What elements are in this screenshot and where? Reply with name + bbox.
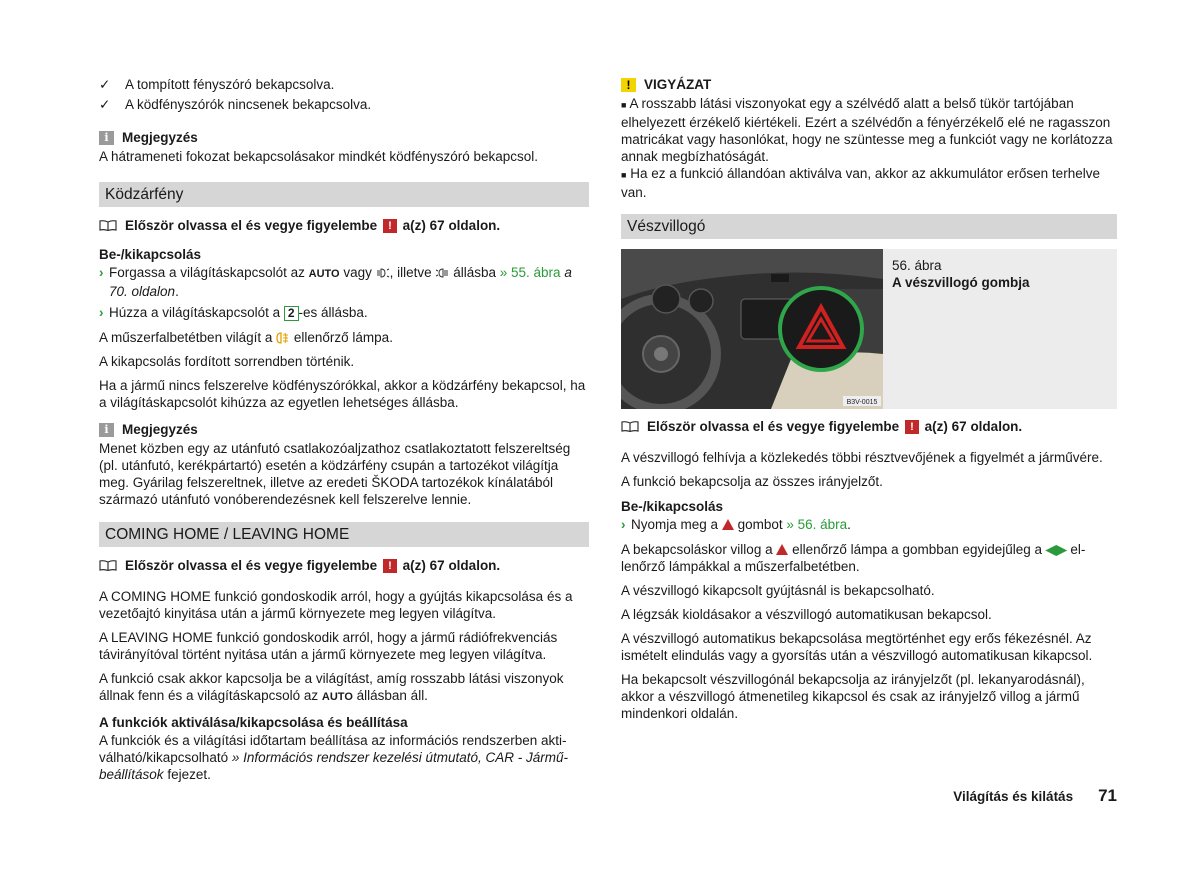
figure <box>621 249 1117 409</box>
paragraph: A légzsák kioldásakor a vészvillogó automatikusan bekapcsol. <box>621 607 992 622</box>
paragraph <box>99 329 589 346</box>
paragraph-text: ellenőrző lámpa. <box>293 330 393 345</box>
figure-image <box>621 249 883 409</box>
paragraph-text: A funkciók és a világítási időtartam beállítása az információs rendszerben aktiválható/kikapcsolható <box>99 733 567 765</box>
page-footer <box>953 787 1117 805</box>
position-number-box: 2 <box>284 306 299 321</box>
figure-code: B3V-0015 <box>846 399 878 406</box>
read-first-text: Először olvassa el és vegye figyelembe <box>647 419 900 434</box>
step-text: a <box>564 265 572 280</box>
paragraph: A funkció bekapcsolja az összes irányjelzőt. <box>621 474 883 489</box>
step-text: Forgassa a világításkapcsolót az <box>109 265 305 280</box>
note-heading <box>99 129 589 146</box>
warning-title: VIGYÁZAT <box>644 77 712 92</box>
paragraph: A LEAVING HOME funkció gondoskodik arról, hogy a jármű rádiófrekvenciás távirányítóval történt nyitása után a jármű környezete meg legyen világítva. <box>99 630 558 662</box>
instruction-step: › Forgassa a világításkapcsolót az AUTO vagy , illetve állásba » 55. ábra a 70. oldalon. <box>99 265 572 299</box>
check-item <box>99 76 589 93</box>
bullet-icon: ■ <box>621 170 627 180</box>
hazard-triangle-icon <box>776 544 788 555</box>
step-arrow-icon: › <box>99 305 104 320</box>
auto-symbol: AUTO <box>321 691 353 703</box>
warning-icon: ! <box>383 219 397 233</box>
paragraph-text: ellenőrző lámpa a gombban egyidejűleg a <box>792 542 1043 557</box>
paragraph-text: A műszerfalbetétben világít a <box>99 330 273 345</box>
step-text: Húzza a világításkapcsolót a <box>109 305 281 320</box>
warning-text: A rosszabb látási viszonyokat egy a szélvédő alatt a belső tükör tartójában elhelyezett érzékelő kiértékeli. Ezért a szélvédőn a fényérzékelő elé ne ragasszon matricákat vagy hasonlókat, hogy ne szüntesse meg a funkciót vagy ne korlátozza annak megbízhatóságát. <box>621 96 1113 164</box>
hazard-triangle-icon <box>722 519 734 530</box>
page-number: 71 <box>1098 786 1117 805</box>
checkmark-icon: ✓ <box>99 77 111 92</box>
page-ref: 70. oldalon <box>109 284 176 299</box>
auto-symbol: AUTO <box>308 268 340 280</box>
step-text: Nyomja meg a <box>631 517 719 532</box>
read-first-text: Először olvassa el és vegye figyelembe <box>125 558 378 573</box>
figure-title: A vészvillogó gombja <box>892 275 1030 290</box>
book-icon <box>99 220 117 231</box>
read-first-page-ref[interactable]: a(z) 67 oldalon. <box>924 419 1023 434</box>
warning-heading <box>621 76 1117 93</box>
instruction-step <box>99 304 589 321</box>
step-text: -es állásba. <box>298 305 368 320</box>
subheading: Be-/kikapcsolás <box>621 499 724 514</box>
cross-reference-link[interactable]: » Információs rendszer kezelési útmutató, CAR - Járműbeállítások <box>99 750 568 782</box>
check-text: A ködfényszórók nincsenek bekapcsolva. <box>125 97 372 112</box>
fog-light-icon <box>435 268 449 278</box>
paragraph-text: A bekapcsoláskor villog a <box>621 542 773 557</box>
section-heading: COMING HOME / LEAVING HOME <box>99 522 589 547</box>
read-first-page-ref[interactable]: a(z) 67 oldalon. <box>402 558 501 573</box>
paragraph <box>99 732 589 783</box>
read-first-line <box>99 557 589 574</box>
note-title: Megjegyzés <box>122 422 198 437</box>
read-first-line <box>621 418 1117 435</box>
step-text: vagy <box>343 265 372 280</box>
warning-text: Ha ez a funkció állandóan aktiválva van, akkor az akkumulátor erősen terhelve van. <box>621 166 1100 200</box>
book-icon <box>99 560 117 571</box>
paragraph <box>99 670 589 706</box>
step-arrow-icon: › <box>621 517 626 532</box>
turn-signal-arrows-icon: ◀▶ <box>1045 542 1067 557</box>
read-first-line <box>99 217 589 234</box>
step-arrow-icon: › <box>99 265 104 280</box>
paragraph-text: állásban áll. <box>356 688 428 703</box>
bullet-icon: ■ <box>621 100 627 110</box>
paragraph: A vészvillogó automatikus bekapcsolása megtörténhet egy erős fékezésnél. Az ismételt elindulás vagy a gyorsítás után a vészvillogó automatikusan kikapcsol. <box>621 631 1093 663</box>
step-text: gombot <box>737 517 783 532</box>
warning-icon: ! <box>383 559 397 573</box>
figure-number: 56. ábra <box>892 258 942 273</box>
paragraph: A kikapcsolás fordított sorrendben történik. <box>99 354 355 369</box>
footer-section-title: Világítás és kilátás <box>953 789 1074 804</box>
paragraph-text: fejezet. <box>167 767 211 782</box>
paragraph-text: ellenőrző lámpákkal a műszerfalbetétben. <box>621 542 1086 574</box>
paragraph: A vészvillogó kikapcsolt gyújtásnál is bekapcsolható. <box>621 583 935 598</box>
step-text: állásba <box>453 265 496 280</box>
parking-light-icon <box>376 268 390 278</box>
read-first-page-ref[interactable]: a(z) 67 oldalon. <box>402 218 501 233</box>
note-text: A hátrameneti fokozat bekapcsolásakor mindkét ködfényszóró bekapcsol. <box>99 149 538 164</box>
note-title: Megjegyzés <box>122 130 198 145</box>
figure-ref-link[interactable]: » 56. ábra <box>786 517 848 532</box>
section-heading: Vészvillogó <box>621 214 1117 239</box>
step-text: , illetve <box>389 265 432 280</box>
read-first-text: Először olvassa el és vegye figyelembe <box>125 218 378 233</box>
checkmark-icon: ✓ <box>99 97 111 112</box>
paragraph: Ha bekapcsolt vészvillogónál bekapcsolja az irányjelzőt (pl. lekanyarodásnál), akkor a vészvillogó átmenetileg kikapcsol és csak az irányjelző villog a jármű mindenkori oldalán. <box>621 672 1085 721</box>
warning-bullet <box>621 95 1117 165</box>
note-text: Menet közben egy az utánfutó csatlakozóaljzathoz csatlakoztatott felszereltség (pl. utánfutó, kerékpártartó) esetén a ködzárfény csupán a tartozékot világítja meg. Gyárilag felszereltnek, illetve az eredeti ŠKODA tartozékok kínálatából származó utánfutó vonóberendezésnek kell felszerelve lennie. <box>99 441 571 507</box>
section-heading: Ködzárfény <box>99 182 589 207</box>
figure-ref-link[interactable]: » 55. ábra <box>499 265 561 280</box>
dashboard-illustration <box>621 249 883 409</box>
rear-fog-warning-icon <box>276 332 290 344</box>
subheading: Be-/kikapcsolás <box>99 247 202 262</box>
step-text: . <box>847 517 851 532</box>
subheading: A funkciók aktiválása/kikapcsolása és beállítása <box>99 715 408 730</box>
right-column <box>621 76 1117 729</box>
note-heading <box>99 421 589 438</box>
check-item <box>99 96 589 113</box>
warning-icon: ! <box>905 420 919 434</box>
check-text: A tompított fényszóró bekapcsolva. <box>125 77 335 92</box>
book-icon <box>621 421 639 432</box>
caution-icon: ! <box>621 78 636 92</box>
info-icon: i <box>99 131 114 145</box>
paragraph: Ha a jármű nincs felszerelve ködfényszórókkal, akkor a ködzárfény bekapcsol, ha a világításkapcsolót kihúzza az egyetlen lehetséges állásba. <box>99 378 586 410</box>
paragraph: A vészvillogó felhívja a közlekedés többi résztvevőjének a figyelmét a járművére. <box>621 450 1103 465</box>
instruction-step <box>621 516 1117 533</box>
paragraph: A COMING HOME funkció gondoskodik arról, hogy a gyújtás kikapcsolása és a vezetőajtó kinyitása után a jármű környezete meg legyen világítva. <box>99 589 573 621</box>
paragraph <box>621 541 1117 575</box>
info-icon: i <box>99 423 114 437</box>
figure-caption <box>892 257 1112 291</box>
left-column <box>99 76 589 790</box>
paragraph-text: A funkció csak akkor kapcsolja be a világítást, amíg rosszabb látási viszonyok állnak fenn és a világításkapcsoló az <box>99 671 564 703</box>
warning-bullet <box>621 165 1117 201</box>
